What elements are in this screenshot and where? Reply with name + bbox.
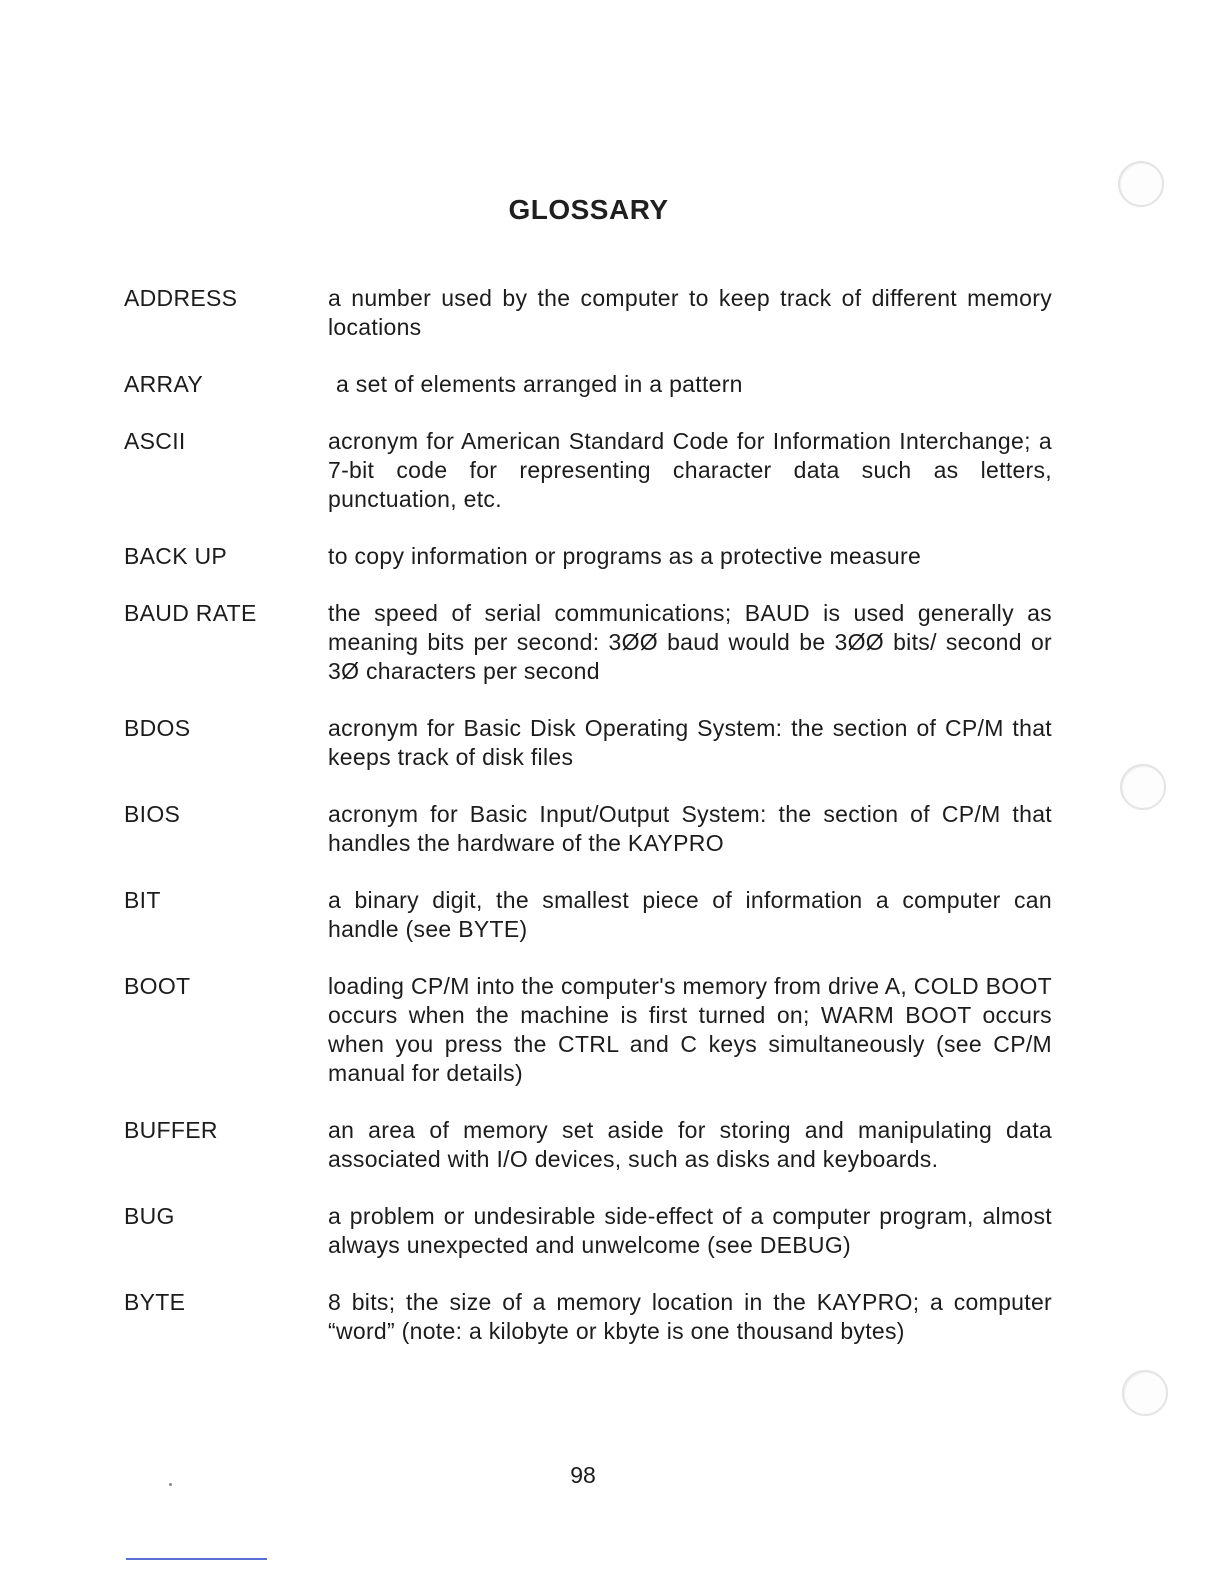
page-title: GLOSSARY	[508, 194, 669, 225]
glossary-entry	[124, 1288, 1052, 1346]
glossary-definition: a number used by the computer to keep track of different memory locations	[328, 285, 1052, 340]
glossary-term: ARRAY	[124, 371, 204, 397]
glossary-term: BOOT	[124, 973, 191, 999]
glossary-entry	[124, 1116, 1052, 1174]
glossary-definition: acronym for American Standard Code for Information Interchange; a 7-bit code for representing character data such as letters, punctuation, etc.	[328, 428, 1052, 512]
glossary-entry	[124, 542, 1052, 571]
glossary-definition: to copy information or programs as a protective measure	[328, 543, 922, 569]
glossary-list	[124, 284, 1052, 1374]
bottom-rule	[126, 1558, 267, 1560]
glossary-term: BAUD RATE	[124, 600, 257, 626]
glossary-term: BUFFER	[124, 1117, 218, 1143]
glossary-term: BIOS	[124, 801, 181, 827]
glossary-term: BUG	[124, 1203, 175, 1229]
glossary-entry	[124, 284, 1052, 342]
glossary-definition: a problem or undesirable side-effect of a computer program, almost always unexpected and unwelcome (see DEBUG)	[328, 1203, 1052, 1258]
glossary-term: BACK UP	[124, 543, 228, 569]
glossary-definition: acronym for Basic Disk Operating System: the section of CP/M that keeps track of disk files	[328, 715, 1052, 770]
glossary-entry	[124, 714, 1052, 772]
glossary-definition: the speed of serial communications; BAUD is used generally as meaning bits per second: 3ØØ baud would be 3ØØ bits/ second or 3Ø characters per second	[328, 600, 1052, 684]
glossary-term: ADDRESS	[124, 285, 238, 311]
glossary-term: BDOS	[124, 715, 191, 741]
glossary-entry	[124, 370, 1052, 399]
glossary-entry	[124, 427, 1052, 514]
glossary-entry	[124, 800, 1052, 858]
punch-hole-bottom	[1122, 1370, 1168, 1416]
glossary-entry	[124, 599, 1052, 686]
page-number: 98	[570, 1462, 596, 1488]
glossary-definition: a binary digit, the smallest piece of information a computer can handle (see BYTE)	[328, 887, 1052, 942]
scan-speck	[169, 1483, 172, 1486]
glossary-definition: an area of memory set aside for storing and manipulating data associated with I/O devices, such as disks and keyboards.	[328, 1117, 1052, 1172]
glossary-definition: loading CP/M into the computer's memory from drive A, COLD BOOT occurs when the machine is first turned on; WARM BOOT occurs when you press the CTRL and C keys simultaneously (see CP/M manual for details)	[328, 973, 1052, 1086]
glossary-entry	[124, 1202, 1052, 1260]
glossary-definition: 8 bits; the size of a memory location in the KAYPRO; a computer “word” (note: a kilobyte or kbyte is one thousand bytes)	[328, 1289, 1052, 1344]
glossary-entry	[124, 972, 1052, 1088]
glossary-term: BYTE	[124, 1289, 186, 1315]
glossary-entry	[124, 886, 1052, 944]
punch-hole-middle	[1120, 764, 1166, 810]
glossary-term: BIT	[124, 887, 161, 913]
glossary-definition: a set of elements arranged in a pattern	[336, 371, 743, 397]
glossary-definition: acronym for Basic Input/Output System: the section of CP/M that handles the hardware of the KAYPRO	[328, 801, 1052, 856]
glossary-term: ASCII	[124, 428, 186, 454]
